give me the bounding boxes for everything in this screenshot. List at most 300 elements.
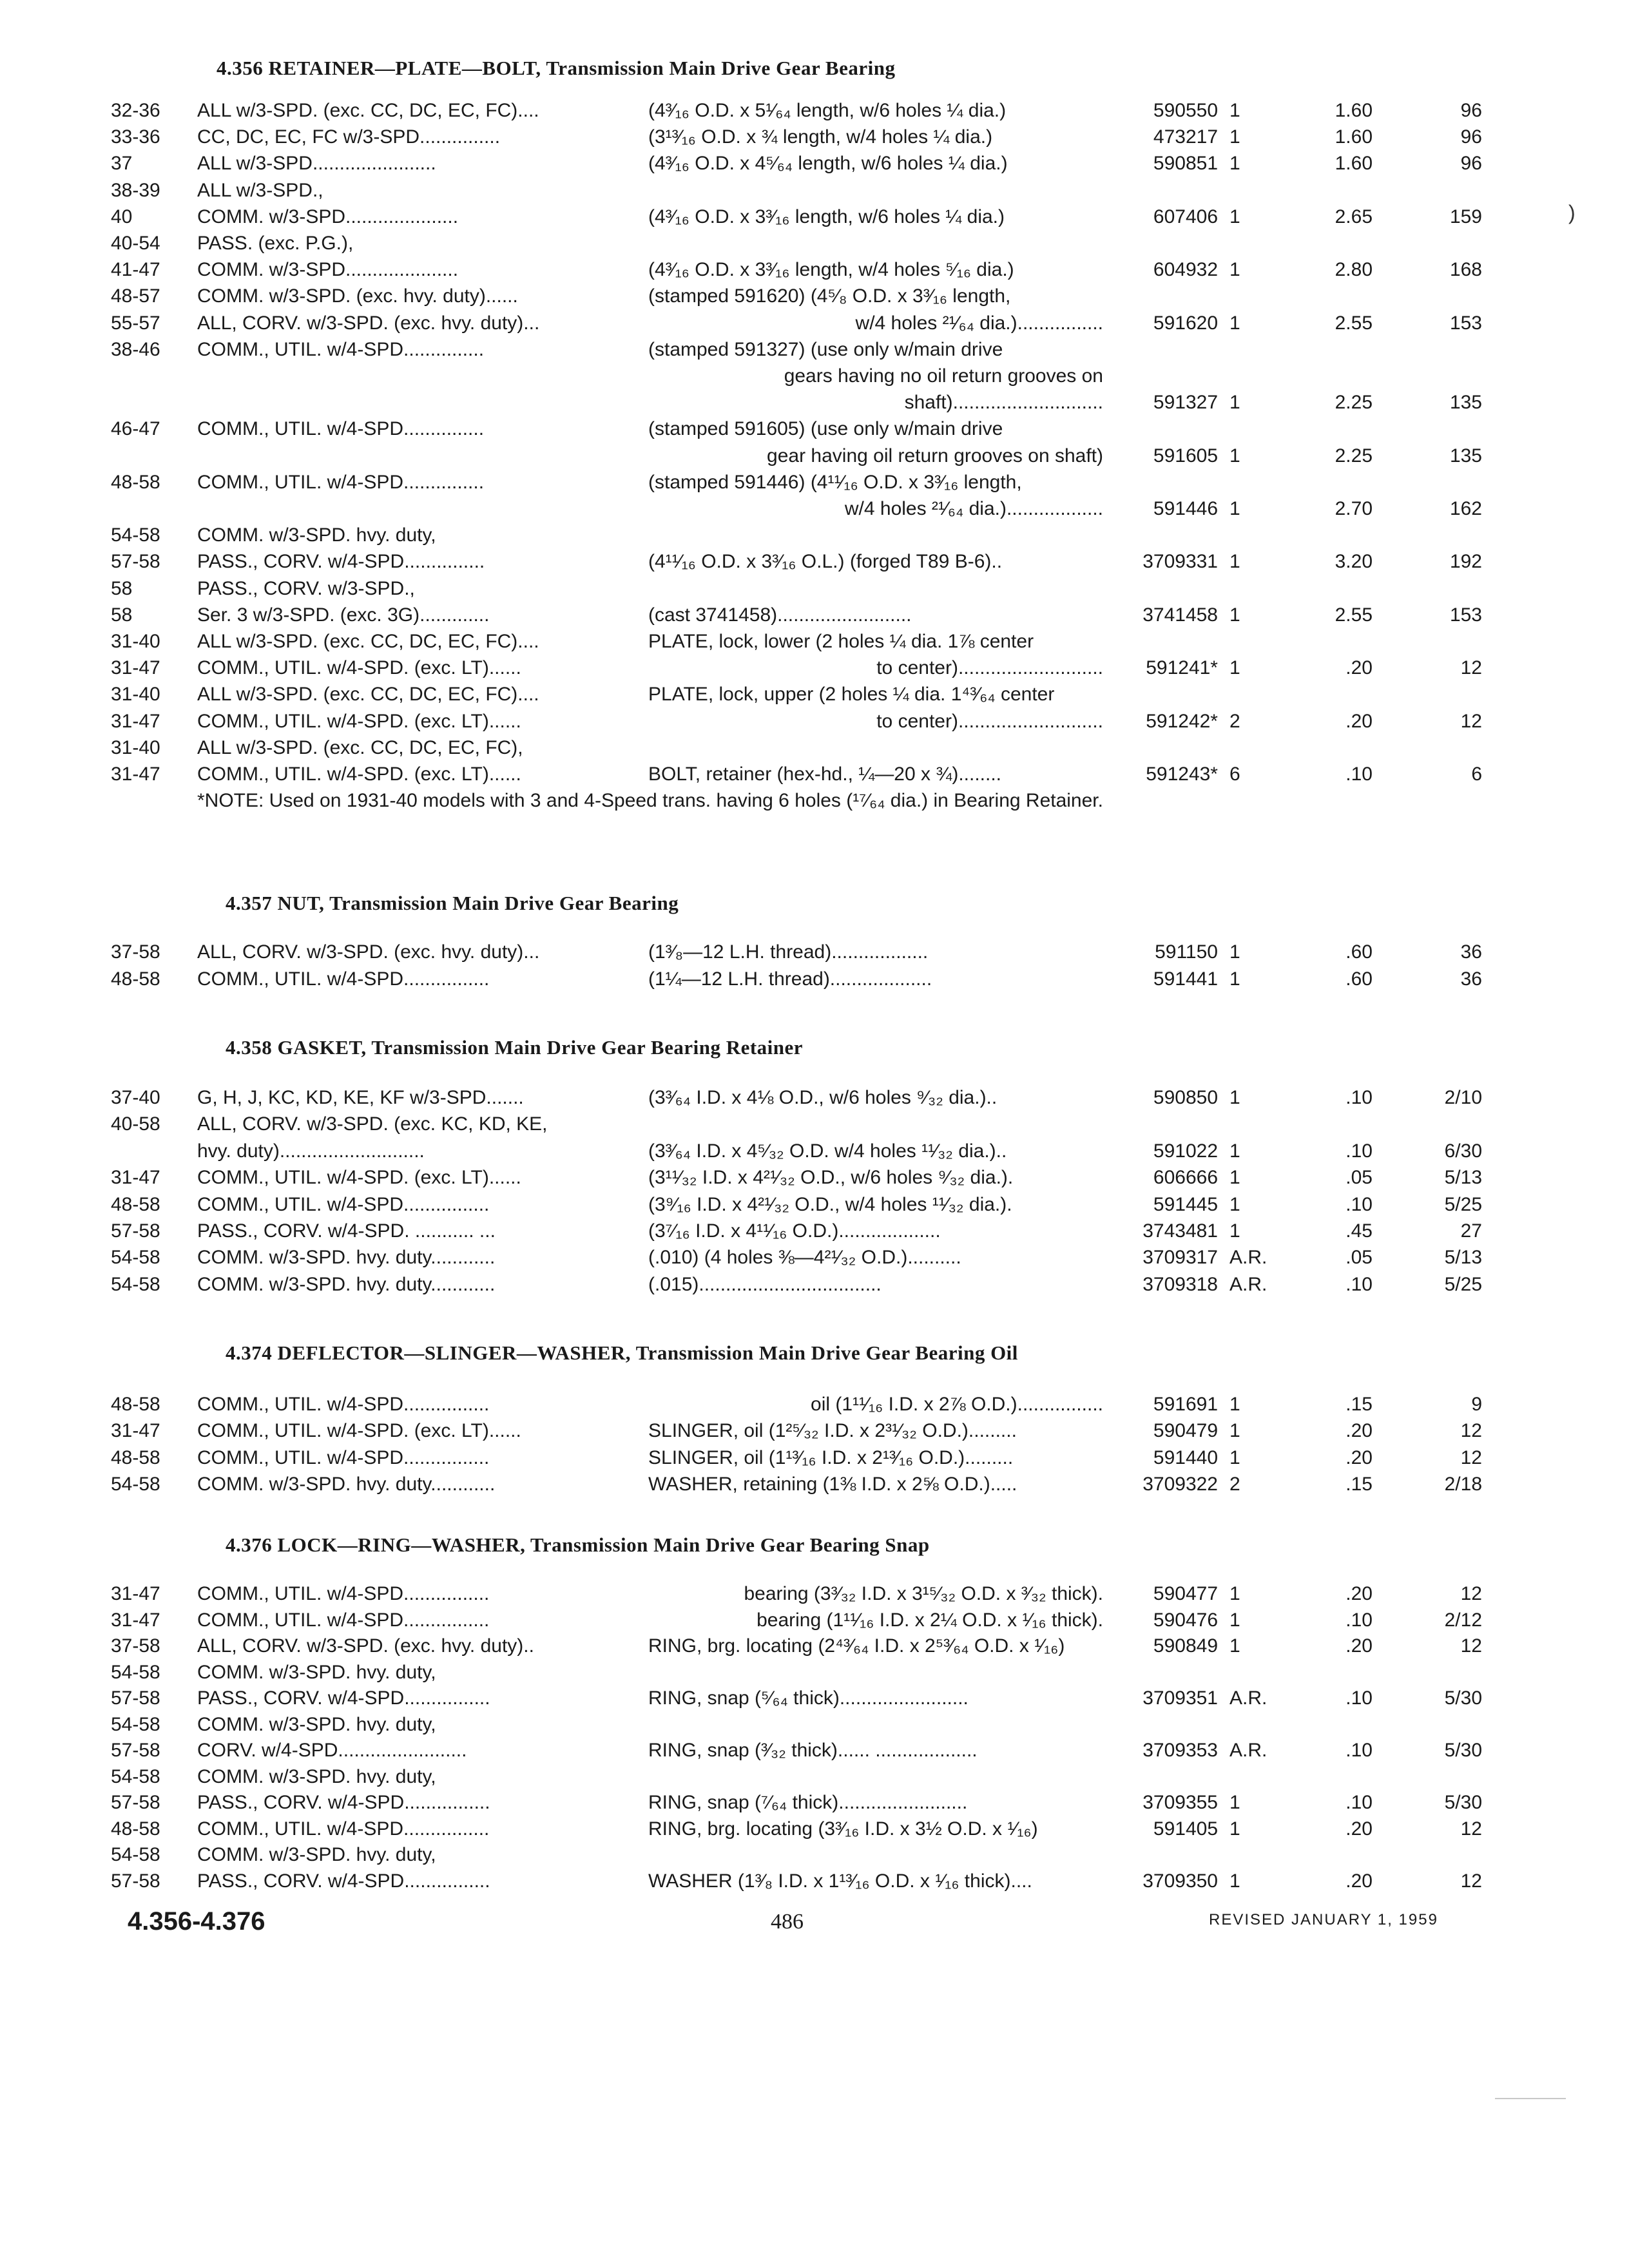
package-quantity-cell: 168 [1449,259,1482,281]
quantity-cell: 1 [1229,1394,1240,1415]
part-number-cell: 3709331 [1142,551,1218,573]
model-cell: Ser. 3 w/3-SPD. (exc. 3G)............. [197,604,490,626]
description-cell: (4³⁄₁₆ O.D. x 3³⁄₁₆ length, w/6 holes ¼ dia.) [648,206,1005,227]
description-cell: (1³⁄₈—12 L.H. thread).................. [648,941,929,963]
model-cell: COMM., UTIL. w/4-SPD................ [197,1193,490,1215]
margin-mark: ) [1568,201,1576,224]
section-title: 4.376 LOCK—RING—WASHER, Transmission Main Drive Gear Bearing Snap [226,1533,930,1556]
model-cell: PASS., CORV. w/4-SPD................ [197,1870,490,1892]
part-number-cell: 607406 [1153,206,1218,227]
model-cell: PASS., CORV. w/4-SPD............... [197,551,485,573]
description-cell: (3³⁄₆₄ I.D. x 4⁵⁄₃₂ O.D. w/4 holes ¹¹⁄₃₂ dia.).. [648,1140,1007,1162]
list-price-cell: .20 [1345,1446,1373,1468]
list-price-cell: .15 [1345,1473,1373,1495]
model-year-cell: 48-57 [111,285,160,307]
part-number-cell: 590477 [1153,1583,1218,1604]
quantity-cell: 1 [1229,312,1240,334]
model-year-cell: 33-36 [111,126,160,148]
description-cell: (stamped 591620) (4⁵⁄₈ O.D. x 3³⁄₁₆ length, [648,285,1011,307]
list-price-cell: .20 [1345,1870,1373,1892]
part-number-cell: 590849 [1153,1635,1218,1657]
model-year-cell: 41-47 [111,259,160,281]
part-number-cell: 591446 [1153,498,1218,519]
list-price-cell: 1.60 [1335,126,1373,148]
quantity-cell: 1 [1229,1609,1240,1631]
description-cell: SLINGER, oil (1²⁵⁄₃₂ I.D. x 2³¹⁄₃₂ O.D.)......... [648,1420,1017,1442]
package-quantity-cell: 36 [1460,968,1482,990]
model-year-cell: 37-40 [111,1087,160,1108]
package-quantity-cell: 96 [1460,126,1482,148]
package-quantity-cell: 5/25 [1444,1273,1482,1295]
quantity-cell: 1 [1229,1220,1240,1242]
quantity-cell: 1 [1229,1818,1240,1840]
model-year-cell: 54-58 [111,1473,160,1495]
scan-artifact [1495,2098,1566,2099]
package-quantity-cell: 5/30 [1444,1792,1482,1813]
description-cell: (3¹³⁄₁₆ O.D. x ¾ length, w/4 holes ¼ dia.) [648,126,993,148]
model-year-cell: 48-58 [111,1446,160,1468]
package-quantity-cell: 96 [1460,100,1482,121]
table-row [0,151,1629,177]
list-price-cell: 2.25 [1335,445,1373,466]
table-row [0,416,1629,442]
part-number-cell: 3709322 [1142,1473,1218,1495]
quantity-cell: A.R. [1229,1273,1268,1295]
page-number: 486 [771,1910,804,1934]
model-year-cell: 38-46 [111,338,160,360]
quantity-cell: 1 [1229,100,1240,121]
quantity-cell: 2 [1229,1473,1240,1495]
table-row [0,284,1629,309]
list-price-cell: 1.60 [1335,153,1373,175]
description-cell: (stamped 591446) (4¹¹⁄₁₆ O.D. x 3³⁄₁₆ length, [648,471,1022,493]
package-quantity-cell: 27 [1460,1220,1482,1242]
package-quantity-cell: 9 [1471,1394,1482,1415]
part-number-cell: 3741458 [1142,604,1218,626]
model-cell: G, H, J, KC, KD, KE, KF w/3-SPD....... [197,1087,524,1108]
description-cell: (1¼—12 L.H. thread)................... [648,968,932,990]
quantity-cell: 1 [1229,126,1240,148]
model-year-cell: 40-58 [111,1113,160,1135]
model-cell: COMM., UTIL. w/4-SPD. (exc. LT)...... [197,710,521,732]
description-cell: (3³⁄₆₄ I.D. x 4⅛ O.D., w/6 holes ⁹⁄₃₂ dia.).. [648,1087,998,1108]
part-number-cell: 591445 [1153,1193,1218,1215]
quantity-cell: 1 [1229,445,1240,466]
table-row [0,1738,1629,1763]
table-row [0,1218,1629,1244]
description-cell: (3⁹⁄₁₆ I.D. x 4²¹⁄₃₂ O.D., w/4 holes ¹¹⁄₃₂ dia.). [648,1193,1012,1215]
package-quantity-cell: 5/13 [1444,1167,1482,1189]
list-price-cell: 2.80 [1335,259,1373,281]
section-title: 4.374 DEFLECTOR—SLINGER—WASHER, Transmission Main Drive Gear Bearing Oil [226,1341,1018,1364]
description-cell: PLATE, lock, lower (2 holes ¼ dia. 1⅞ center [648,631,1034,652]
package-quantity-cell: 5/30 [1444,1740,1482,1761]
model-cell: COMM., UTIL. w/4-SPD............... [197,471,485,493]
quantity-cell: 1 [1229,1167,1240,1189]
model-year-cell: 48-58 [111,1818,160,1840]
table-row [0,1686,1629,1711]
part-number-cell: 3709350 [1142,1870,1218,1892]
model-cell: ALL w/3-SPD. (exc. CC, DC, EC, FC).... [197,631,539,652]
table-row [0,124,1629,150]
model-cell: COMM. w/3-SPD. hvy. duty, [197,1661,436,1683]
table-row [0,966,1629,992]
package-quantity-cell: 12 [1460,1870,1482,1892]
list-price-cell: .10 [1345,1087,1373,1108]
model-year-cell: 31-40 [111,631,160,652]
package-quantity-cell: 12 [1460,1583,1482,1604]
model-year-cell: 31-47 [111,710,160,732]
part-number-cell: 3709317 [1142,1247,1218,1269]
section-range: 4.356-4.376 [128,1907,265,1936]
package-quantity-cell: 6 [1471,764,1482,785]
list-price-cell: .20 [1345,1420,1373,1442]
quantity-cell: 1 [1229,657,1240,679]
model-cell: CC, DC, EC, FC w/3-SPD............... [197,126,501,148]
package-quantity-cell: 2/12 [1444,1609,1482,1631]
table-row [0,735,1629,761]
revision-date: REVISED JANUARY 1, 1959 [1209,1911,1438,1928]
table-row [0,257,1629,283]
list-price-cell: .20 [1345,1635,1373,1657]
table-row [0,655,1629,681]
table-row [0,1392,1629,1418]
table-row [0,576,1629,602]
table-row [0,549,1629,575]
description-cell: bearing (1¹¹⁄₁₆ I.D. x 2¼ O.D. x ¹⁄₁₆ thick). [757,1609,1103,1631]
table-row [0,1660,1629,1686]
part-number-cell: 590476 [1153,1609,1218,1631]
description-cell: (4¹¹⁄₁₆ O.D. x 3³⁄₁₆ O.L.) (forged T89 B-6).. [648,551,1003,573]
description-cell: shaft)............................ [904,392,1103,414]
description-cell: (3⁷⁄₁₆ I.D. x 4¹¹⁄₁₆ O.D.)................... [648,1220,941,1242]
description-cell: (4³⁄₁₆ O.D. x 4⁵⁄₆₄ length, w/6 holes ¼ dia.) [648,153,1008,175]
description-cell: to center)........................... [876,710,1103,732]
quantity-cell: A.R. [1229,1740,1268,1761]
table-row [0,1418,1629,1444]
model-year-cell: 31-47 [111,657,160,679]
model-cell: COMM., UTIL. w/4-SPD................ [197,1446,490,1468]
model-cell: COMM., UTIL. w/4-SPD............... [197,418,485,440]
model-cell: COMM., UTIL. w/4-SPD. (exc. LT)...... [197,764,521,785]
table-row [0,311,1629,336]
table-row [0,1581,1629,1607]
model-cell: COMM. w/3-SPD. hvy. duty............ [197,1473,496,1495]
model-year-cell: 57-58 [111,1792,160,1813]
model-year-cell: 37 [111,153,133,175]
part-number-cell: 591242* [1146,710,1218,732]
part-number-cell: 591241* [1146,657,1218,679]
list-price-cell: 2.65 [1335,206,1373,227]
list-price-cell: 2.25 [1335,392,1373,414]
section-title: 4.357 NUT, Transmission Main Drive Gear Bearing [226,892,679,914]
list-price-cell: .10 [1345,1792,1373,1813]
table-row [0,1085,1629,1111]
description-cell: RING, brg. locating (2⁴³⁄₆₄ I.D. x 2⁵³⁄₆₄ O.D. x ¹⁄₁₆) [648,1635,1065,1657]
package-quantity-cell: 153 [1449,604,1482,626]
part-number-cell: 591150 [1155,941,1218,963]
part-number-cell: 604932 [1153,259,1218,281]
list-price-cell: .10 [1345,1687,1373,1709]
model-cell: COMM. w/3-SPD. (exc. hvy. duty)...... [197,285,518,307]
model-cell: ALL w/3-SPD. (exc. CC, DC, EC, FC).... [197,684,539,706]
quantity-cell: 1 [1229,1792,1240,1813]
table-row [0,1790,1629,1816]
model-cell: ALL, CORV. w/3-SPD. (exc. hvy. duty)... [197,312,540,334]
model-year-cell: 48-58 [111,1394,160,1415]
table-row [0,1245,1629,1271]
part-number-cell: 591327 [1153,392,1218,414]
quantity-cell: 1 [1229,1087,1240,1108]
list-price-cell: .10 [1345,1273,1373,1295]
list-price-cell: 2.55 [1335,312,1373,334]
model-year-cell: 31-40 [111,684,160,706]
table-row [0,178,1629,204]
model-year-cell: 48-58 [111,968,160,990]
quantity-cell: 6 [1229,764,1240,785]
list-price-cell: .05 [1345,1247,1373,1269]
description-cell: SLINGER, oil (1¹³⁄₁₆ I.D. x 2¹³⁄₁₆ O.D.)......... [648,1446,1014,1468]
model-cell: PASS., CORV. w/4-SPD................ [197,1687,490,1709]
part-number-cell: 591440 [1153,1446,1218,1468]
model-cell: ALL, CORV. w/3-SPD. (exc. KC, KD, KE, [197,1113,548,1135]
list-price-cell: .45 [1345,1220,1373,1242]
model-cell: COMM., UTIL. w/4-SPD................ [197,968,490,990]
model-cell: ALL, CORV. w/3-SPD. (exc. hvy. duty)... [197,941,540,963]
model-year-cell: 58 [111,604,133,626]
model-year-cell: 57-58 [111,1870,160,1892]
model-cell: COMM., UTIL. w/4-SPD. (exc. LT)...... [197,1167,521,1189]
quantity-cell: 1 [1229,1140,1240,1162]
quantity-cell: 1 [1229,1583,1240,1604]
list-price-cell: .05 [1345,1167,1373,1189]
list-price-cell: .10 [1345,1193,1373,1215]
quantity-cell: A.R. [1229,1687,1268,1709]
model-year-cell: 31-47 [111,1420,160,1442]
table-row [0,470,1629,495]
table-row [0,443,1629,469]
table-row [0,204,1629,230]
package-quantity-cell: 5/13 [1444,1247,1482,1269]
list-price-cell: .10 [1345,1740,1373,1761]
model-year-cell: 31-40 [111,736,160,758]
model-year-cell: 38-39 [111,179,160,201]
model-cell: CORV. w/4-SPD........................ [197,1740,467,1761]
model-cell: PASS. (exc. P.G.), [197,233,354,254]
model-year-cell: 57-58 [111,1687,160,1709]
list-price-cell: .20 [1345,1583,1373,1604]
model-cell: PASS., CORV. w/4-SPD................ [197,1792,490,1813]
model-cell: ALL w/3-SPD....................... [197,153,436,175]
description-cell: oil (1¹¹⁄₁₆ I.D. x 2⅞ O.D.)................ [811,1394,1103,1415]
model-cell: COMM. w/3-SPD. hvy. duty, [197,524,436,546]
description-cell: RING, snap (³⁄₃₂ thick)...... ................... [648,1740,978,1761]
table-row [0,682,1629,707]
table-row [0,363,1629,389]
table-row [0,629,1629,655]
description-cell: PLATE, lock, upper (2 holes ¼ dia. 1⁴³⁄₆₄ center [648,684,1055,706]
model-year-cell: 54-58 [111,1247,160,1269]
part-number-cell: 591022 [1153,1140,1218,1162]
table-row [0,1608,1629,1633]
quantity-cell: 1 [1229,604,1240,626]
description-cell: gears having no oil return grooves on [784,365,1103,387]
list-price-cell: .10 [1345,1609,1373,1631]
package-quantity-cell: 135 [1449,445,1482,466]
part-number-cell: 590850 [1153,1087,1218,1108]
package-quantity-cell: 192 [1449,551,1482,573]
package-quantity-cell: 2/10 [1444,1087,1482,1108]
model-cell: COMM., UTIL. w/4-SPD................ [197,1583,490,1604]
quantity-cell: 1 [1229,206,1240,227]
model-cell: COMM. w/3-SPD..................... [197,259,459,281]
model-year-cell: 48-58 [111,471,160,493]
quantity-cell: 1 [1229,498,1240,519]
table-row [0,709,1629,735]
model-year-cell: 40-54 [111,233,160,254]
model-year-cell: 54-58 [111,524,160,546]
model-year-cell: 31-47 [111,1583,160,1604]
description-cell: (4³⁄₁₆ O.D. x 5¹⁄₆₄ length, w/6 holes ¼ dia.) [648,100,1007,121]
package-quantity-cell: 12 [1460,1446,1482,1468]
package-quantity-cell: 5/30 [1444,1687,1482,1709]
table-row [0,1712,1629,1738]
description-cell: gear having oil return grooves on shaft) [767,445,1103,466]
part-number-cell: 591441 [1153,968,1218,990]
model-cell: COMM. w/3-SPD..................... [197,206,459,227]
model-year-cell: 57-58 [111,1740,160,1761]
list-price-cell: .60 [1345,941,1373,963]
model-cell: COMM. w/3-SPD. hvy. duty............ [197,1273,496,1295]
table-row [0,496,1629,522]
model-cell: COMM., UTIL. w/4-SPD. (exc. LT)...... [197,1420,521,1442]
table-row [0,390,1629,416]
list-price-cell: .20 [1345,657,1373,679]
description-cell: to center)........................... [876,657,1103,679]
part-number-cell: 591691 [1153,1394,1218,1415]
part-number-cell: 591405 [1153,1818,1218,1840]
description-cell: (4³⁄₁₆ O.D. x 3³⁄₁₆ length, w/4 holes ⁵⁄₁₆ dia.) [648,259,1014,281]
list-price-cell: .10 [1345,764,1373,785]
table-row [0,1869,1629,1894]
model-year-cell: 54-58 [111,1765,160,1787]
model-year-cell: 31-47 [111,1609,160,1631]
table-row [0,1272,1629,1298]
model-year-cell: 40 [111,206,133,227]
part-number-cell: 3709353 [1142,1740,1218,1761]
model-cell: COMM. w/3-SPD. hvy. duty, [197,1713,436,1735]
part-number-cell: 590479 [1153,1420,1218,1442]
quantity-cell: 1 [1229,968,1240,990]
section-title: 4.356 RETAINER—PLATE—BOLT, Transmission Main Drive Gear Bearing [217,57,896,79]
description-cell: RING, snap (⁷⁄₆₄ thick)........................ [648,1792,968,1813]
quantity-cell: 2 [1229,710,1240,732]
part-number-cell: 606666 [1153,1167,1218,1189]
part-number-cell: 590851 [1153,153,1218,175]
table-row [0,337,1629,363]
list-price-cell: 3.20 [1335,551,1373,573]
part-number-cell: 3709355 [1142,1792,1218,1813]
package-quantity-cell: 6/30 [1444,1140,1482,1162]
package-quantity-cell: 12 [1460,657,1482,679]
model-cell: COMM. w/3-SPD. hvy. duty, [197,1844,436,1865]
model-cell: COMM. w/3-SPD. hvy. duty............ [197,1247,496,1269]
table-row [0,98,1629,124]
quantity-cell: 1 [1229,1870,1240,1892]
model-year-cell: 31-47 [111,764,160,785]
model-cell: ALL w/3-SPD., [197,179,323,201]
model-year-cell: 46-47 [111,418,160,440]
list-price-cell: .60 [1345,968,1373,990]
part-number-cell: 3709351 [1142,1687,1218,1709]
quantity-cell: 1 [1229,1420,1240,1442]
quantity-cell: 1 [1229,941,1240,963]
part-number-cell: 591243* [1146,764,1218,785]
table-row [0,1192,1629,1218]
model-year-cell: 37-58 [111,941,160,963]
table-row [0,1633,1629,1659]
description-cell: (stamped 591605) (use only w/main drive [648,418,1003,440]
list-price-cell: .15 [1345,1394,1373,1415]
description-cell: w/4 holes ²¹⁄₆₄ dia.)................ [855,312,1103,334]
list-price-cell: .20 [1345,1818,1373,1840]
table-row [0,523,1629,548]
quantity-cell: 1 [1229,259,1240,281]
table-row [0,1764,1629,1790]
table-row [0,602,1629,628]
table-row [0,1445,1629,1471]
model-cell: COMM., UTIL. w/4-SPD................ [197,1818,490,1840]
part-number-cell: 590550 [1153,100,1218,121]
description-cell: bearing (3³⁄₃₂ I.D. x 3¹⁵⁄₃₂ O.D. x ³⁄₃₂ thick). [744,1583,1103,1604]
quantity-cell: 1 [1229,551,1240,573]
quantity-cell: 1 [1229,1193,1240,1215]
package-quantity-cell: 153 [1449,312,1482,334]
section-title: 4.358 GASKET, Transmission Main Drive Gear Bearing Retainer [226,1036,804,1059]
table-row [0,939,1629,965]
table-row [0,762,1629,787]
model-year-cell: 48-58 [111,1193,160,1215]
model-year-cell: 54-58 [111,1661,160,1683]
description-cell: RING, snap (⁵⁄₆₄ thick)........................ [648,1687,969,1709]
model-cell: COMM., UTIL. w/4-SPD................ [197,1609,490,1631]
model-cell: hvy. duty)........................... [197,1140,425,1162]
package-quantity-cell: 36 [1460,941,1482,963]
table-row [0,1139,1629,1164]
model-year-cell: 57-58 [111,551,160,573]
package-quantity-cell: 96 [1460,153,1482,175]
model-cell: ALL, CORV. w/3-SPD. (exc. hvy. duty).. [197,1635,534,1657]
model-cell: COMM., UTIL. w/4-SPD................ [197,1394,490,1415]
description-cell: (stamped 591327) (use only w/main drive [648,338,1003,360]
quantity-cell: 1 [1229,153,1240,175]
model-year-cell: 57-58 [111,1220,160,1242]
quantity-cell: 1 [1229,1446,1240,1468]
package-quantity-cell: 12 [1460,710,1482,732]
description-cell: (.010) (4 holes ⅜—4²¹⁄₃₂ O.D.).......... [648,1247,961,1269]
package-quantity-cell: 135 [1449,392,1482,414]
list-price-cell: .10 [1345,1140,1373,1162]
model-year-cell: 31-47 [111,1167,160,1189]
list-price-cell: 2.70 [1335,498,1373,519]
model-year-cell: 54-58 [111,1844,160,1865]
table-row [0,231,1629,256]
model-cell: ALL w/3-SPD. (exc. CC, DC, EC, FC).... [197,100,539,121]
model-year-cell: 37-58 [111,1635,160,1657]
quantity-cell: 1 [1229,1635,1240,1657]
list-price-cell: 1.60 [1335,100,1373,121]
package-quantity-cell: 162 [1449,498,1482,519]
